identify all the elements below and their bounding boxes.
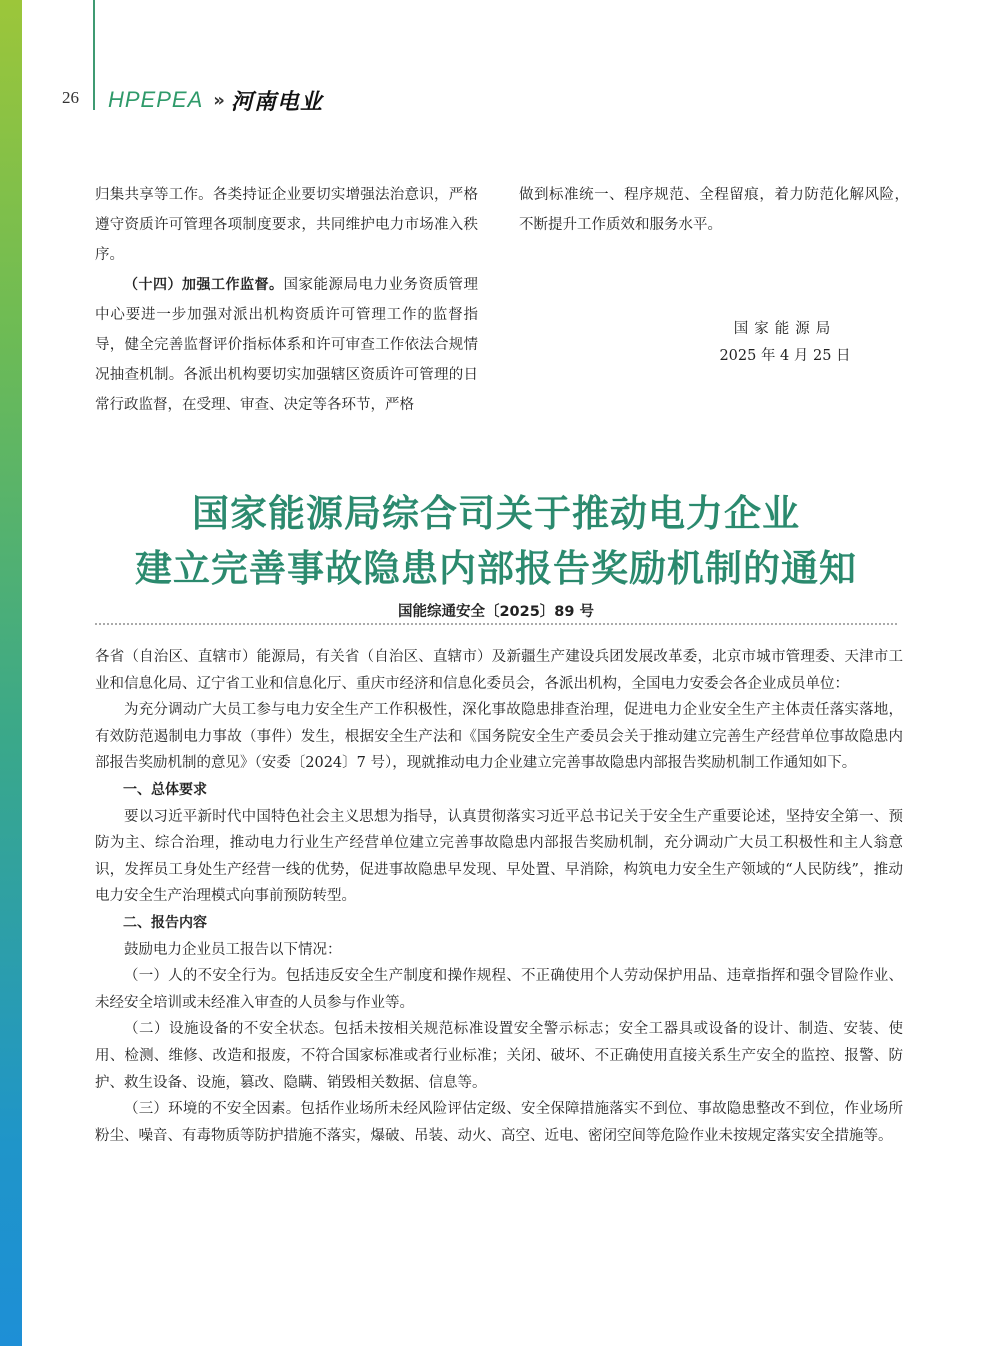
article-body [95,644,903,1149]
left-paragraph-1: 归集共享等工作。各类持证企业要切实增强法治意识，严格遵守资质许可管理各项制度要求，共同维护电力市场准入秩序。 [95,187,478,263]
chevron-right-icon: » [213,89,225,111]
magazine-brand [108,86,323,114]
section-1-text: 要以习近平新时代中国特色社会主义思想为指导，认真贯彻落实习近平总书记关于安全生产重要论述，坚持安全第一、预防为主、综合治理，推动电力行业生产经营单位建立完善事故隐患内部报告奖励机制，充分调动广大员工积极性和主人翁意识，发挥员工身处生产经营一线的优势，促进事故隐患早发现、早处置、早消除，构筑电力安全生产领域的“人民防线”，推动电力安全生产治理模式向事前预防转型。 [95,808,903,905]
section-2-item-2: （二）设施设备的不安全状态。包括未按相关规范标准设置安全警示标志；安全工器具或设备的设计、制造、安装、使用、检测、维修、改造和报废，不符合国家标准或者行业标准；关闭、破坏、不正确使用直接关系生产安全的监控、报警、防护、救生设备、设施，篡改、隐瞒、销毁相关数据、信息等。 [95,1021,903,1091]
recipients: 各省（自治区、直辖市）能源局，有关省（自治区、直辖市）及新疆生产建设兵团发展改革委，北京市城市管理委、天津市工业和信息化局、辽宁省工业和信息化厅、重庆市经济和信息化委员会，各派出机构，全国电力安委会各企业成员单位： [95,649,903,692]
section-lead: （十四）加强工作监督。 [124,277,284,293]
right-column [519,180,909,240]
right-paragraph-1: 做到标准统一、程序规范、全程留痕，着力防范化解风险，不断提升工作质效和服务水平。 [519,187,909,233]
section-2-intro: 鼓励电力企业员工报告以下情况： [124,941,342,958]
section-2-item-3: （三）环境的不安全因素。包括作业场所未经风险评估定级、安全保障措施落实不到位、事故隐患整改不到位，作业场所粉尘、噪音、有毒物质等防护措施不落实，爆破、吊装、动火、高空、近电、密闭空间等危险作业未按规定落实安全措施等。 [95,1101,903,1144]
section-1-heading: 一、总体要求 [123,781,207,798]
left-paragraph-2-text: 国家能源局电力业务资质管理中心要进一步加强对派出机构资质许可管理工作的监督指导，健全完善监督评价指标体系和许可审查工作依法合规情况抽查机制。各派出机构要切实加强辖区资质许可管理的日常行政监督，在受理、审查、决定等各环节，严格 [95,277,478,413]
signature-org: 国家能源局 [733,321,837,337]
header-divider [93,0,95,110]
document-number: 国能综通安全〔2025〕89 号 [397,604,595,620]
side-color-bar [0,0,22,1346]
page-number: 26 [62,88,79,107]
intro-paragraph: 为充分调动广大员工参与电力安全生产工作积极性，深化事故隐患排查治理，促进电力企业安全生产主体责任落实落地，有效防范遏制电力事故（事件）发生，根据安全生产法和《国务院安全生产委员会关于推动建立完善生产经营单位事故隐患内部报告奖励机制的意见》（安委〔2024〕7 号），现就推动电力企业建立完善事故隐患内部报告奖励机制工作通知如下。 [95,702,903,772]
signature-date: 2025 年 4 月 25 日 [719,348,851,364]
dotted-divider [95,623,897,625]
article-title-line-1: 国家能源局综合司关于推动电力企业 [192,492,800,535]
section-2-heading: 二、报告内容 [123,914,207,931]
brand-logo-cn: 河南电业 [230,89,323,115]
brand-logo-en: HPEPEA [108,87,204,112]
article-title-line-2: 建立完善事故隐患内部报告奖励机制的通知 [135,547,857,590]
section-2-item-1: （一）人的不安全行为。包括违反安全生产制度和操作规程、不正确使用个人劳动保护用品、违章指挥和强令冒险作业、未经安全培训或未经准入审查的人员参与作业等。 [95,968,903,1011]
left-paragraph-2 [95,270,478,420]
left-column [95,180,478,420]
